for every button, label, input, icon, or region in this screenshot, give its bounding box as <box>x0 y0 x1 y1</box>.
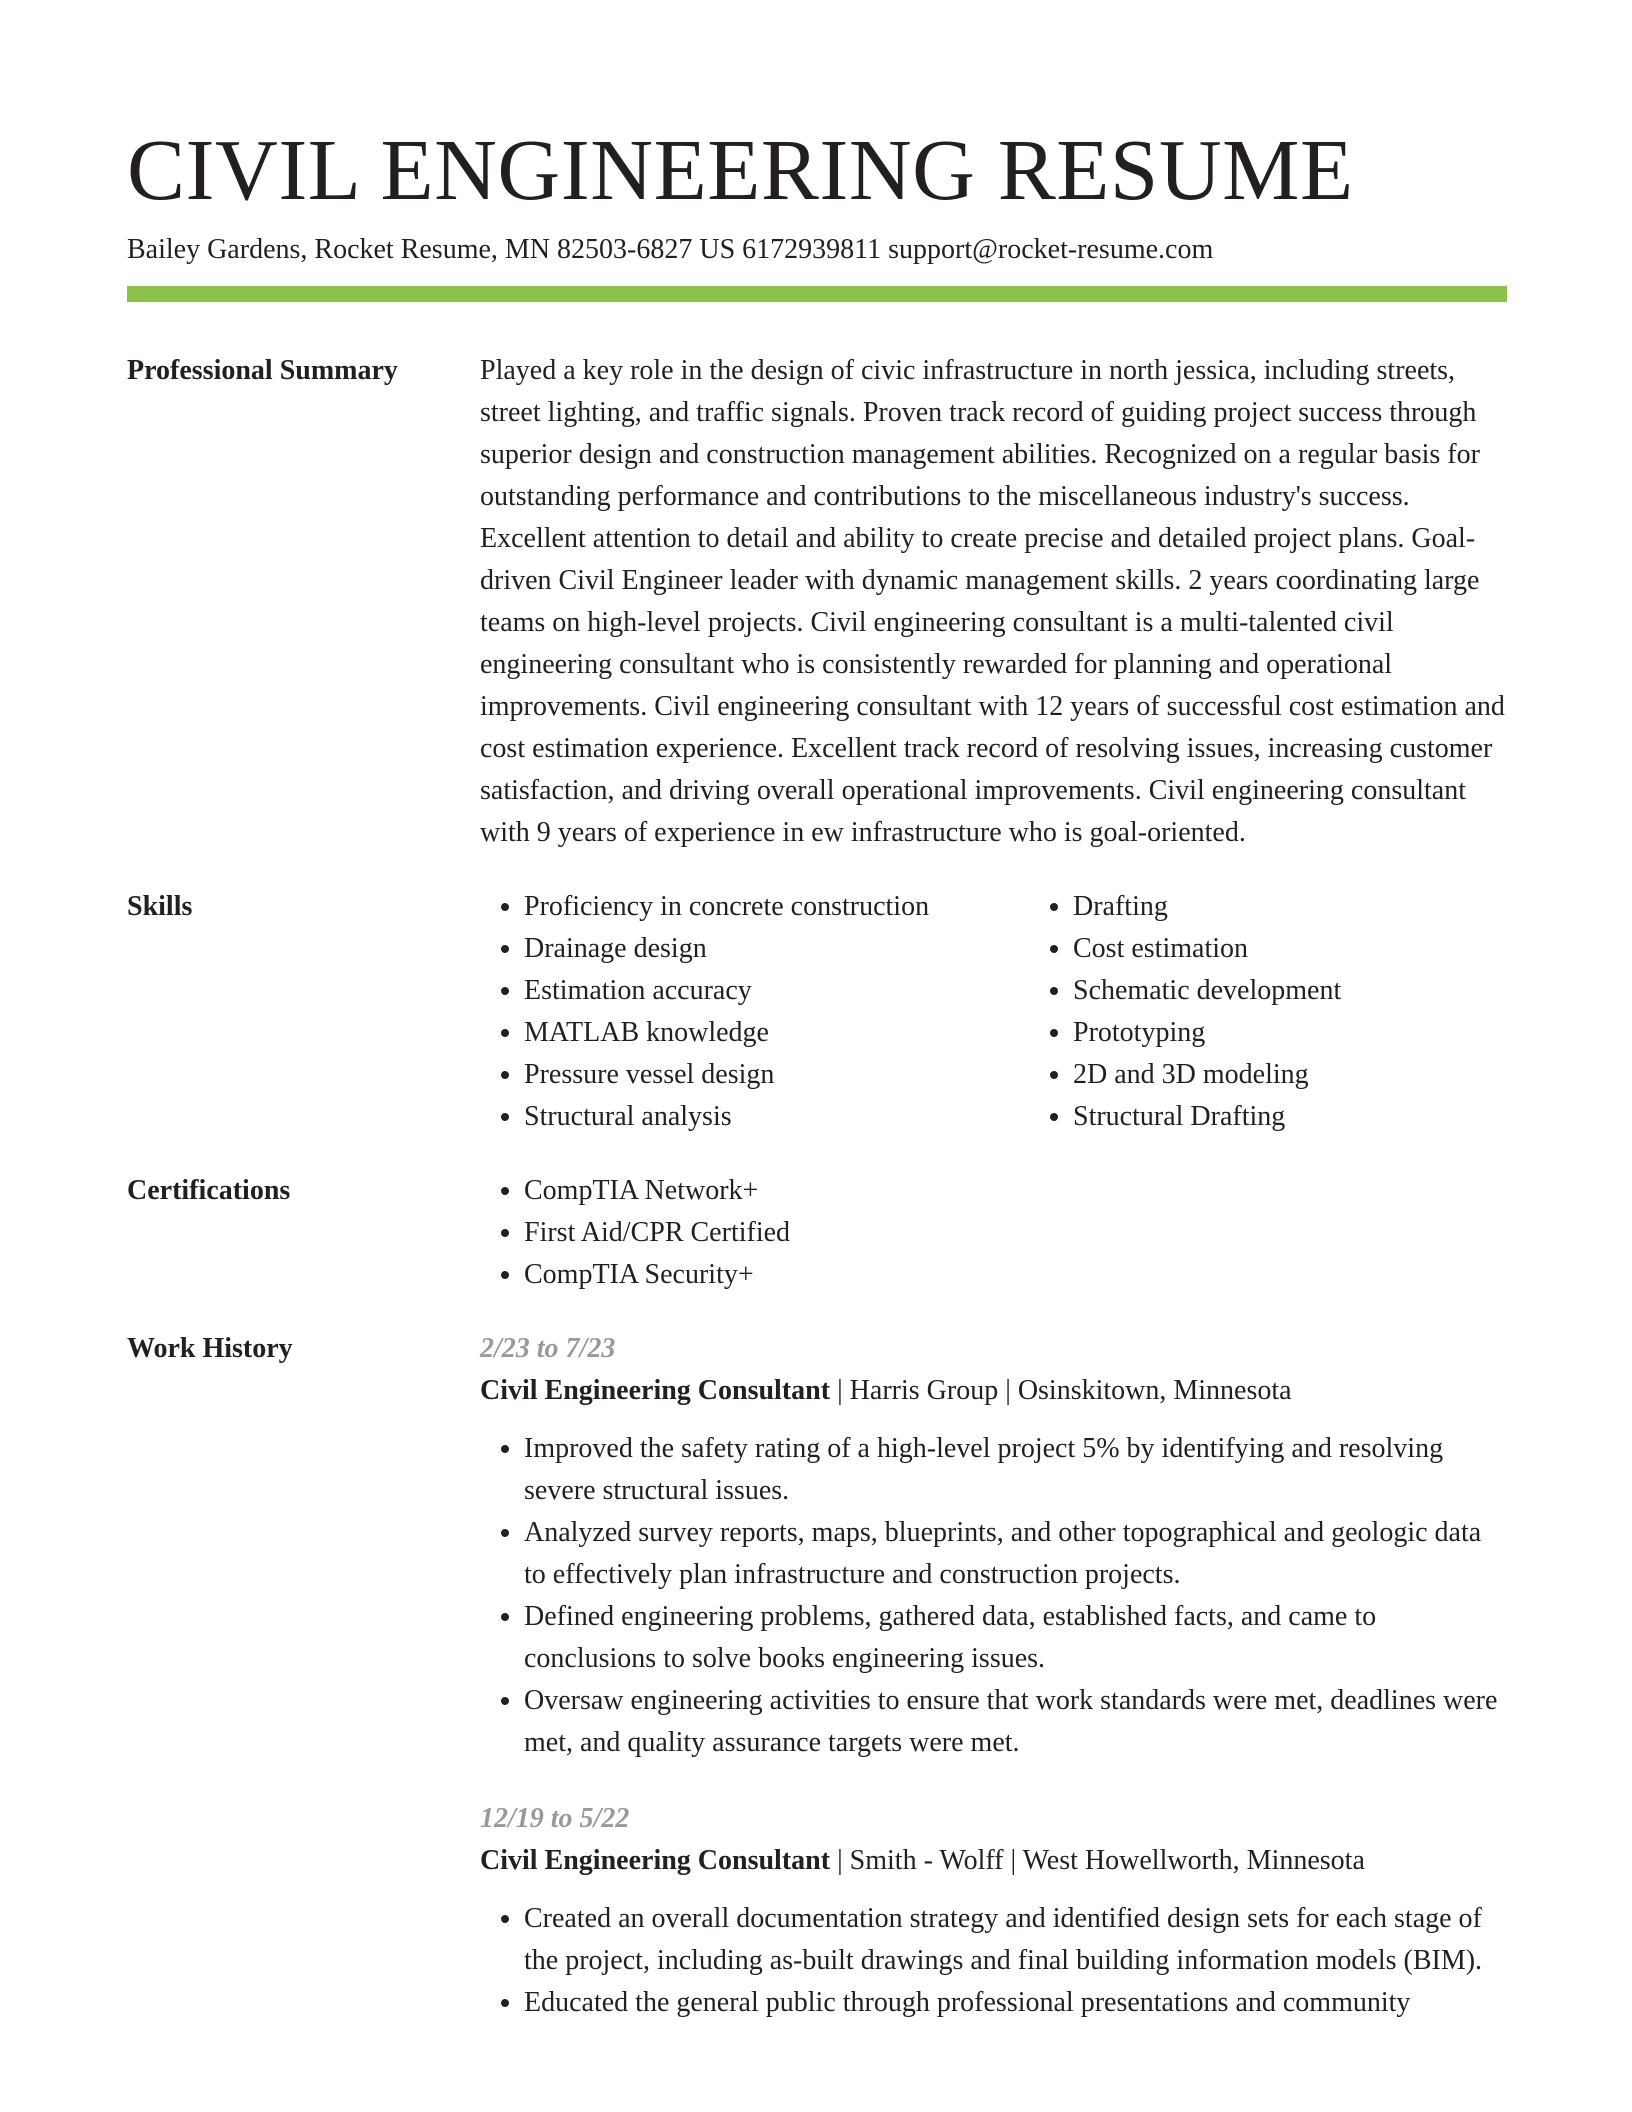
skill-item: • 2D and 3D modeling <box>1073 1054 1578 1096</box>
skill-item: • Drafting <box>1073 886 1578 928</box>
section-certifications <box>127 1170 1507 1296</box>
section-label-summary: Professional Summary <box>127 355 398 386</box>
job-bullet: • Educated the general public through professional presentations and community <box>524 1982 1507 2024</box>
job-bullet: • Defined engineering problems, gathered data, established facts, and came to conclusions to solve books engineering issues. <box>524 1596 1507 1680</box>
skill-item: • Structural Drafting <box>1073 1096 1578 1138</box>
job-location: Osinskitown, Minnesota <box>1017 1375 1292 1406</box>
section-skills <box>127 886 1507 1138</box>
contact-email: support@rocket-resume.com <box>888 234 1214 265</box>
section-label-certifications: Certifications <box>127 1175 291 1206</box>
certification-item: • CompTIA Security+ <box>524 1254 1507 1296</box>
job-separator: | <box>837 1375 843 1406</box>
certification-item: • First Aid/CPR Certified <box>524 1212 1507 1254</box>
job-separator: | <box>1005 1375 1011 1406</box>
contact-line <box>127 230 1213 270</box>
summary-text: Played a key role in the design of civic infrastructure in north jessica, including streets, street lighting, and traffic signals. Proven track record of guiding project success through superior design and construction management abilities. Recognized on a regular basis for outstanding performance and contributions to the miscellaneous industry's success. Excellent attention to detail and ability to create precise and detailed project plans. Goal-driven Civil Engineer leader with dynamic management skills. 2 years coordinating large teams on high-level projects. Civil engineering consultant is a multi-talented civil engineering consultant who is consistently rewarded for planning and operational improvements. Civil engineering consultant with 12 years of successful cost estimation and cost estimation experience. Excellent track record of resolving issues, increasing customer satisfaction, and driving overall operational improvements. Civil engineering consultant with 9 years of experience in ew infrastructure who is goal-oriented. <box>480 355 1505 848</box>
certifications-body <box>480 1170 1507 1296</box>
job-bullet: • Analyzed survey reports, maps, blueprints, and other topographical and geologic data to effectively plan infrastructure and construction projects. <box>524 1512 1507 1596</box>
resume-title: CIVIL ENGINEERING RESUME <box>127 121 1354 218</box>
job-dates: 12/19 to 5/22 <box>480 1803 630 1834</box>
work-body <box>480 1328 1507 2058</box>
job-company: Harris Group <box>849 1375 999 1406</box>
skill-item: • Drainage design <box>524 928 1029 970</box>
job-heading <box>480 1840 1507 1882</box>
skills-list-right <box>1029 886 1578 1138</box>
contact-phone: 6172939811 <box>742 234 882 265</box>
job-separator: | <box>837 1845 843 1876</box>
job-title: Civil Engineering Consultant <box>480 1845 831 1876</box>
section-label-skills: Skills <box>127 891 193 922</box>
job-title: Civil Engineering Consultant <box>480 1375 831 1406</box>
job-bullet: • Improved the safety rating of a high-level project 5% by identifying and resolving severe structural issues. <box>524 1428 1507 1512</box>
skills-columns <box>480 886 1578 1138</box>
header-divider <box>127 286 1507 302</box>
job-bullets <box>480 1898 1507 2024</box>
skill-item: • Estimation accuracy <box>524 970 1029 1012</box>
job-entry <box>480 1328 1507 1764</box>
skill-item: • Schematic development <box>1073 970 1578 1012</box>
contact-address: Bailey Gardens, Rocket Resume, MN 82503-6827 US <box>127 234 736 265</box>
job-separator: | <box>1010 1845 1017 1876</box>
skill-item: • Proficiency in concrete construction <box>524 886 1029 928</box>
skills-list-left <box>480 886 1029 1138</box>
job-bullet: • Created an overall documentation strategy and identified design sets for each stage of the project, including as-built drawings and final building information models (BIM). <box>524 1898 1507 1982</box>
section-label-work: Work History <box>127 1333 293 1364</box>
job-entry <box>480 1798 1507 2024</box>
certification-item: • CompTIA Network+ <box>524 1170 1507 1212</box>
job-company: Smith - Wolff <box>849 1845 1004 1876</box>
skill-item: • Pressure vessel design <box>524 1054 1029 1096</box>
skill-item: • MATLAB knowledge <box>524 1012 1029 1054</box>
section-work-history <box>127 1328 1507 2058</box>
skill-item: • Prototyping <box>1073 1012 1578 1054</box>
job-heading <box>480 1370 1507 1412</box>
resume-sections <box>127 350 1507 2090</box>
skill-item: • Cost estimation <box>1073 928 1578 970</box>
job-location: West Howellworth, Minnesota <box>1022 1845 1365 1876</box>
job-bullets <box>480 1428 1507 1764</box>
section-summary <box>127 350 1507 854</box>
summary-body <box>480 350 1507 854</box>
certifications-list <box>480 1170 1507 1296</box>
job-dates: 2/23 to 7/23 <box>480 1333 616 1364</box>
job-bullet: • Oversaw engineering activities to ensure that work standards were met, deadlines were met, and quality assurance targets were met. <box>524 1680 1507 1764</box>
skill-item: • Structural analysis <box>524 1096 1029 1138</box>
